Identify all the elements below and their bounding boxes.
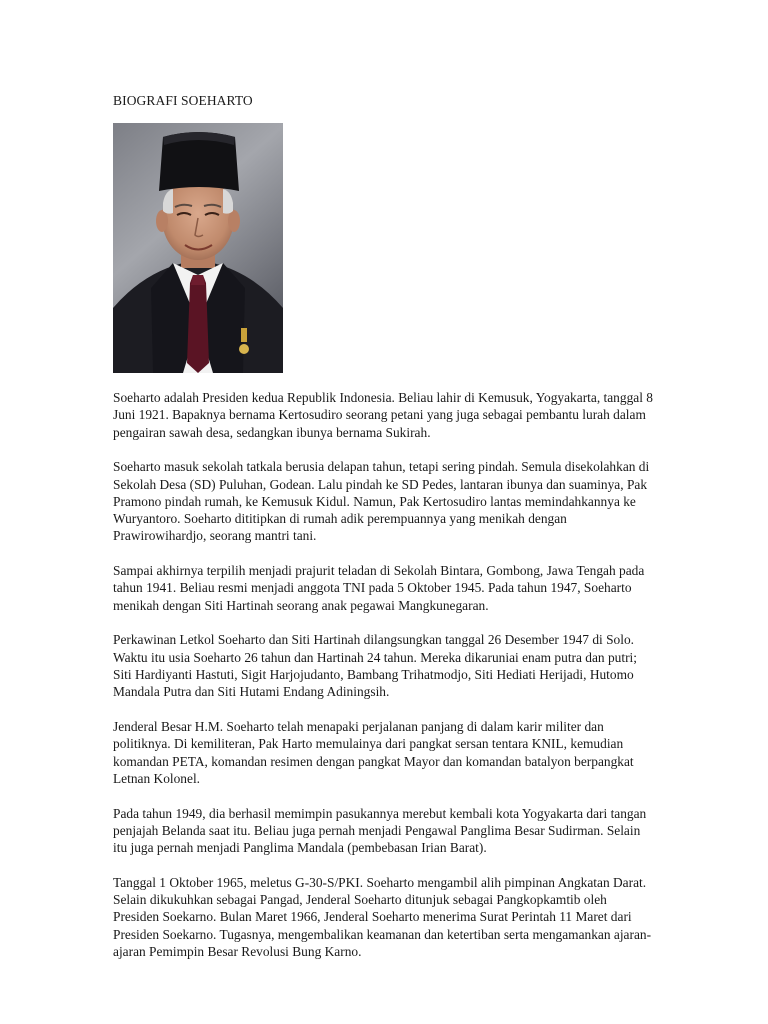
document-page (113, 92, 653, 978)
paragraph: Soeharto adalah Presiden kedua Republik Indonesia. Beliau lahir di Kemusuk, Yogyakarta, tanggal 8 Juni 1921. Bapaknya bernama Kertosudiro seorang petani yang juga sebagai pembantu lurah dalam pengairan sawah desa, sedangkan ibunya bernama Sukirah. (113, 390, 653, 440)
document-title: BIOGRAFI SOEHARTO (113, 93, 253, 108)
paragraph: Soeharto masuk sekolah tatkala berusia delapan tahun, tetapi sering pindah. Semula disekolahkan di Sekolah Desa (SD) Puluhan, Godean. Lalu pindah ke SD Pedes, lantaran ibunya dan suaminya, Pak Pramono pindah rumah, ke Kemusuk Kidul. Namun, Pak Kertosudiro lantas memindahkannya ke Wuryantoro. Soeharto dititipkan di rumah adik perempuannya yang menikah dengan Prawirowihardjo, seorang mantri tani. (113, 459, 650, 544)
paragraph: Perkawinan Letkol Soeharto dan Siti Hartinah dilangsungkan tanggal 26 Desember 1947 di Solo. Waktu itu usia Soeharto 26 tahun dan Hartinah 24 tahun. Mereka dikaruniai enam putra dan putri; Siti Hardiyanti Hastuti, Sigit Harjojudanto, Bambang Trihatmodjo, Siti Hediati Herijadi, Hutomo Mandala Putra dan Siti Hutami Endang Adiningsih. (113, 632, 637, 700)
paragraph: Sampai akhirnya terpilih menjadi prajurit teladan di Sekolah Bintara, Gombong, Jawa Tengah pada tahun 1941. Beliau resmi menjadi anggota TNI pada 5 Oktober 1945. Pada tahun 1947, Soeharto menikah dengan Siti Hartinah seorang anak pegawai Mangkunegaran. (113, 563, 645, 613)
paragraph: Jenderal Besar H.M. Soeharto telah menapaki perjalanan panjang di dalam karir militer dan politiknya. Di kemiliteran, Pak Harto memulainya dari pangkat sersan tentara KNIL, kemudian komandan PETA, komandan resimen dengan pangkat Mayor dan komandan batalyon berpangkat Letnan Kolonel. (113, 719, 634, 786)
portrait-photo (113, 123, 283, 373)
paragraph: Pada tahun 1949, dia berhasil memimpin pasukannya merebut kembali kota Yogyakarta dari tangan penjajah Belanda saat itu. Beliau juga pernah menjadi Pengawal Panglima Besar Sudirman. Selain itu juga pernah menjadi Panglima Mandala (pembebasan Irian Barat). (113, 805, 647, 856)
paragraph: Tanggal 1 Oktober 1965, meletus G-30-S/PKI. Soeharto mengambil alih pimpinan Angkatan Darat. Selain dikukuhkan sebagai Pangad, Jenderal Soeharto ditunjuk sebagai Pangkopkamtib oleh Presiden Soekarno. Bulan Maret 1966, Jenderal Soeharto menerima Surat Perintah 11 Maret dari Presiden Soekarno. Tugasnya, mengembalikan keamanan dan ketertiban serta mengamankan ajaran-ajaran Pemimpin Besar Revolusi Bung Karno. (113, 874, 652, 960)
